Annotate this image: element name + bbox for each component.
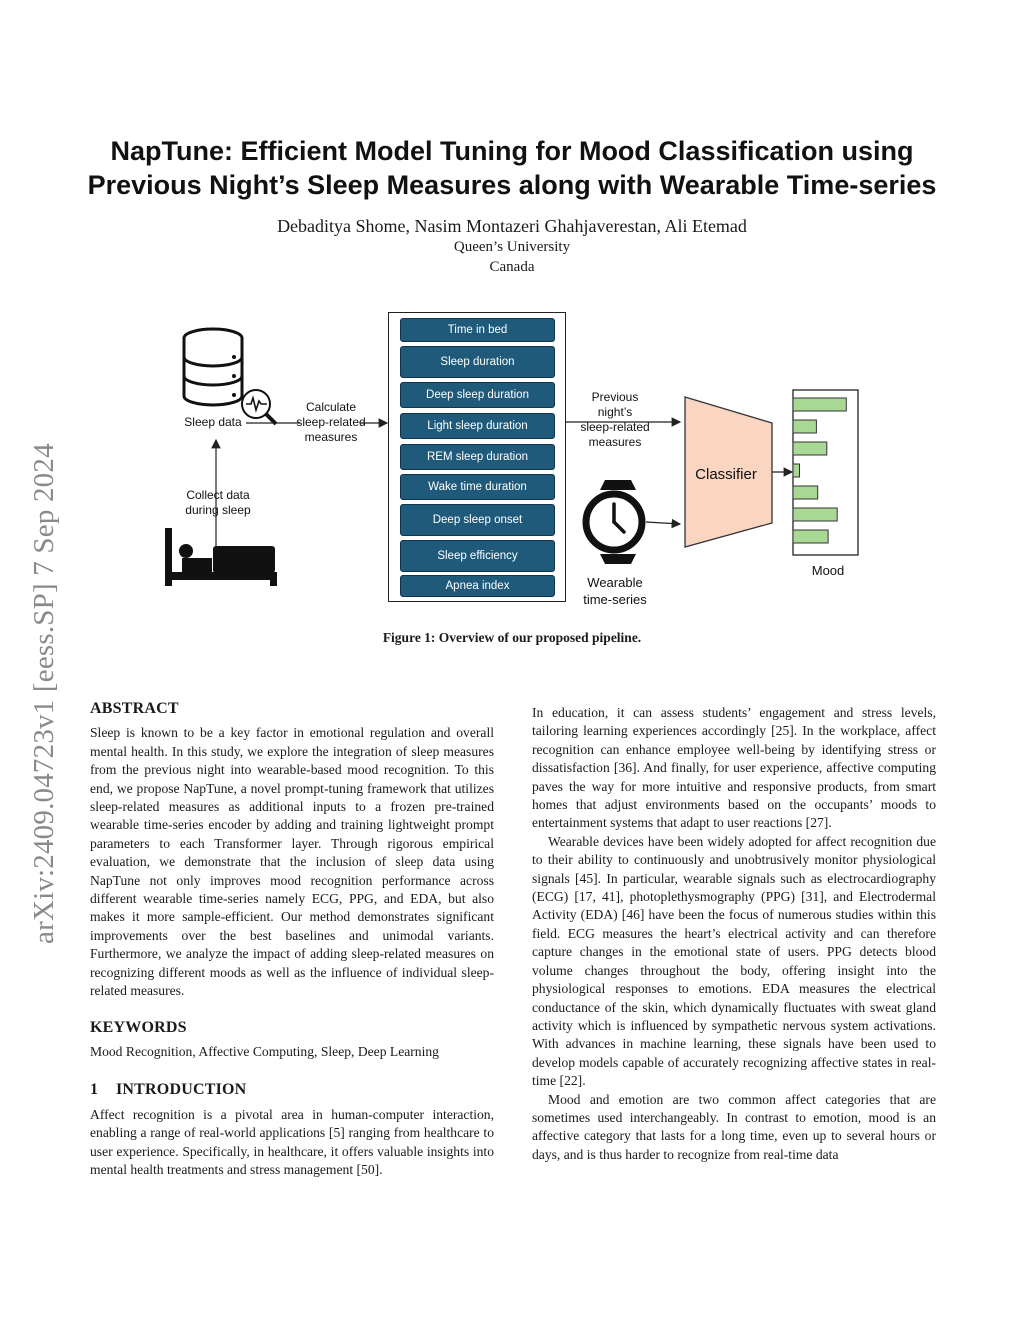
intro-paragraph-3: Mood and emotion are two common affect categories that are sometimes used interchangeably. In contrast to emotion, mood is an affective category that lasts for a long time, even up to several hours or days, and is thus harder to recognize from real-time data bbox=[532, 1091, 936, 1162]
calculate-label-line-1: Calculate bbox=[305, 400, 357, 414]
keywords-text: Mood Recognition, Affective Computing, Sleep, Deep Learning bbox=[90, 1043, 439, 1059]
measure-light-sleep-duration: Light sleep duration bbox=[400, 413, 555, 439]
measure-deep-sleep-duration: Deep sleep duration bbox=[400, 382, 555, 408]
wearable-label-line-1: Wearable bbox=[587, 575, 643, 590]
measure-sleep-efficiency: Sleep efficiency bbox=[400, 540, 555, 572]
calculate-label bbox=[286, 400, 376, 445]
bed-icon bbox=[165, 528, 277, 586]
mood-bar bbox=[793, 508, 837, 521]
intro-paragraph-2: Wearable devices have been widely adopted for affect recognition due to their ability to continuously and unobtrusively monitor physiological signals [45]. In particular, wearable signals such as electrocardiography (ECG) [17, 41], photoplethysmography (PPG) [31], and Electrodermal Activity (EDA) [46] have been the focus of numerous studies within this field. ECG measures the heart’s electrical activity and can therefore capture changes in the emotional state of users. PPG detects blood volume changes throughout the body, offering insight into the physiological responses to emotions. EDA measures the electrical conductance of the skin, which dynamically fluctuates with sweat gland activity which is influenced by sympathetic nervous system activations. With advances in machine learning, these signals have been used to develop models capable of accurately recognizing affective states in real-time [22]. bbox=[532, 833, 936, 1089]
collect-label-line-2: during sleep bbox=[185, 503, 251, 517]
collect-label-line-1: Collect data bbox=[186, 488, 250, 502]
previous-night-label bbox=[570, 390, 660, 450]
section-number: 1 bbox=[90, 1081, 99, 1099]
sleep-measures-box bbox=[388, 312, 566, 602]
mood-bar bbox=[793, 530, 828, 543]
calculate-label-line-3: measures bbox=[304, 430, 358, 444]
figure-caption: Figure 1: Overview of our proposed pipeline. bbox=[382, 630, 642, 645]
left-column bbox=[90, 700, 494, 1179]
intro-paragraph-1-continued: In education, it can assess students’ engagement and stress levels, tailoring learning experiences accordingly [25]. In the workplace, affect recognition can enhance employee well-being by identifying stress or dissatisfaction [36]. And finally, for user experience, affective computing paves the way for more intuitive and responsive products, from smart homes that adjust environments based on the occupants’ moods to entertainment systems that adapt to user reactions [27]. bbox=[532, 705, 936, 831]
mood-label: Mood bbox=[811, 563, 845, 578]
title-line-1: NapTune: Efficient Model Tuning for Mood Classification using bbox=[110, 136, 914, 166]
previous-label-line-4: measures bbox=[588, 435, 642, 449]
previous-label-line-1: Previous bbox=[591, 390, 639, 404]
title-line-2: Previous Night’s Sleep Measures along with Wearable Time-series bbox=[87, 170, 937, 200]
calculate-label-line-2: sleep-related bbox=[296, 415, 366, 429]
arxiv-identifier: arXiv:2409.04723v1 [eess.SP] 7 Sep 2024 bbox=[28, 443, 60, 944]
paper-title bbox=[60, 134, 964, 202]
keywords-heading: KEYWORDS bbox=[90, 1018, 187, 1036]
wearable-label-line-2: time-series bbox=[583, 592, 647, 607]
mood-bar bbox=[793, 486, 818, 499]
author-list: Debaditya Shome, Nasim Montazeri Ghahjaverestan, Ali Etemad bbox=[277, 216, 747, 236]
introduction-heading bbox=[90, 1081, 494, 1099]
mood-bar bbox=[793, 398, 846, 411]
previous-label-line-2: night’s bbox=[597, 405, 633, 419]
affiliation: Queen’s University bbox=[453, 239, 571, 255]
measure-sleep-duration: Sleep duration bbox=[400, 346, 555, 378]
measure-apnea-index: Apnea index bbox=[400, 575, 555, 597]
intro-paragraph-1: Affect recognition is a pivotal area in human-computer interaction, enabling a range of real-world applications [5] ranging from healthcare to user experience. Specifically, in healthcare, it offers valuable insights into mental health treatments and stress management [50]. bbox=[90, 1106, 494, 1177]
database-icon bbox=[184, 329, 242, 405]
smartwatch-icon bbox=[586, 480, 642, 564]
abstract-text: Sleep is known to be a key factor in emotional regulation and overall mental health. In this study, we explore the integration of sleep measures from the previous night into wearable-based mood recognition. To this end, we propose NapTune, a novel prompt-tuning framework that utilizes sleep-related measures as additional inputs to a frozen pre-trained wearable time-series encoder by adding and training lightweight prompt parameters to each Transformer layer. Through rigorous empirical evaluation, we demonstrate that the inclusion of sleep data using NapTune not only improves mood recognition performance across different wearable time-series namely ECG, PPG, and EDA, but also makes it more sample-efficient. Our method demonstrates significant improvements over the best baselines and unimodal variants. Furthermore, we analyze the impact of adding sleep-related measures on recognizing different moods as well as the influence of individual sleep-related measures. bbox=[90, 725, 494, 999]
abstract-heading: ABSTRACT bbox=[90, 700, 179, 717]
section-title: INTRODUCTION bbox=[116, 1081, 247, 1099]
collect-label bbox=[172, 488, 264, 518]
right-column bbox=[532, 704, 936, 1164]
classifier-label: Classifier bbox=[695, 466, 757, 483]
mood-bar bbox=[793, 442, 827, 455]
measure-deep-sleep-onset: Deep sleep onset bbox=[400, 504, 555, 536]
wearable-label bbox=[570, 574, 660, 608]
measure-wake-time-duration: Wake time duration bbox=[400, 474, 555, 500]
measure-time-in-bed: Time in bed bbox=[400, 318, 555, 342]
sleep-data-label: Sleep data bbox=[184, 415, 242, 429]
country: Canada bbox=[489, 259, 535, 275]
pipeline-figure bbox=[150, 300, 890, 620]
mood-bar bbox=[793, 464, 800, 477]
measure-rem-sleep-duration: REM sleep duration bbox=[400, 444, 555, 470]
mood-bar bbox=[793, 420, 816, 433]
previous-label-line-3: sleep-related bbox=[580, 420, 650, 434]
